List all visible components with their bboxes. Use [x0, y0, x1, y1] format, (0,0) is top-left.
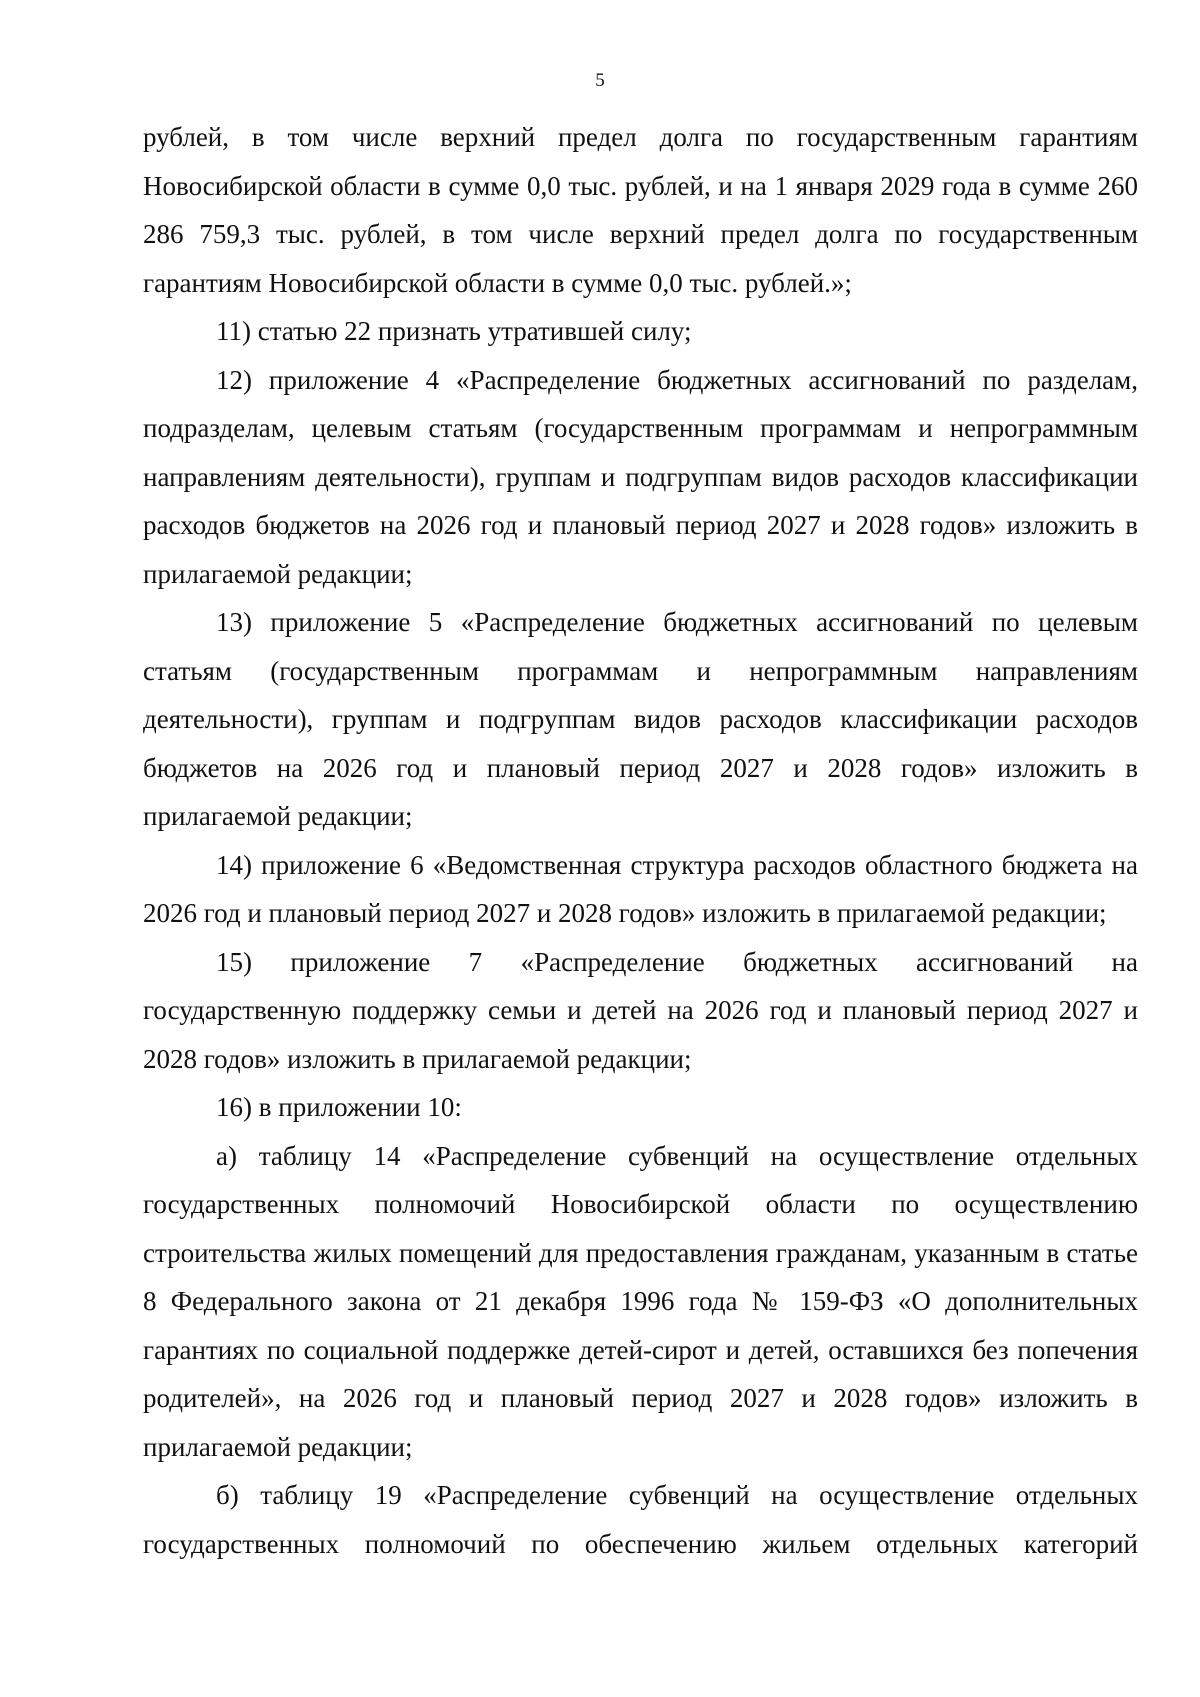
- paragraph-item-14: 14) приложение 6 «Ведомственная структура расходов областного бюджета на 2026 год и плановый период 2027 и 2028 годов» изложить в прилагаемой редакции;: [143, 849, 1138, 928]
- paragraph-item-16b: б) таблицу 19 «Распределение субвенций на осуществление отдельных государственных полномочий по обеспечению жильем отдельных категорий: [143, 1480, 1138, 1559]
- paragraph-item-11: 11) статью 22 признать утратившей силу;: [216, 316, 692, 346]
- paragraph-item-15: 15) приложение 7 «Распределение бюджетных ассигнований на государственную поддержку семьи и детей на 2026 год и плановый период 2027 и 2028 годов» изложить в прилагаемой редакции;: [143, 946, 1138, 1074]
- paragraph-item-16: 16) в приложении 10:: [216, 1092, 462, 1122]
- paragraph-item-12: 12) приложение 4 «Распределение бюджетных ассигнований по разделам, подразделам, целевым статьям (государственным программам и непрограммным направлениям деятельности), группам и подгруппам видов расходов классификации расходов бюджетов на 2026 год и плановый период 2027 и 2028 годов» изложить в прилагаемой редакции;: [143, 364, 1138, 589]
- paragraph-item-16a: а) таблицу 14 «Распределение субвенций на осуществление отдельных государственных полномочий Новосибирской области по осуществлению строительства жилых помещений для предоставления гражданам, указанным в статье 8 Федерального закона от 21 декабря 1996 года № 159-ФЗ «О дополнительных гарантиях по социальной поддержке детей-сирот и детей, оставшихся без попечения родителей», на 2026 год и плановый период 2027 и 2028 годов» изложить в прилагаемой редакции;: [143, 1140, 1138, 1462]
- page-number: 5: [595, 70, 605, 91]
- document-body: [143, 113, 1138, 1568]
- paragraph-item-13: 13) приложение 5 «Распределение бюджетных ассигнований по целевым статьям (государственным программам и непрограммным направлениям деятельности), группам и подгруппам видов расходов классификации расходов бюджетов на 2026 год и плановый период 2027 и 2028 годов» изложить в прилагаемой редакции;: [143, 607, 1138, 831]
- paragraph-debt-limit-continuation: рублей, в том числе верхний предел долга по государственным гарантиям Новосибирской области в сумме 0,0 тыс. рублей, и на 1 января 2029 года в сумме 260 286 759,3 тыс. рублей, в том числе верхний предел долга по государственным гарантиям Новосибирской области в сумме 0,0 тыс. рублей.»;: [143, 122, 1138, 298]
